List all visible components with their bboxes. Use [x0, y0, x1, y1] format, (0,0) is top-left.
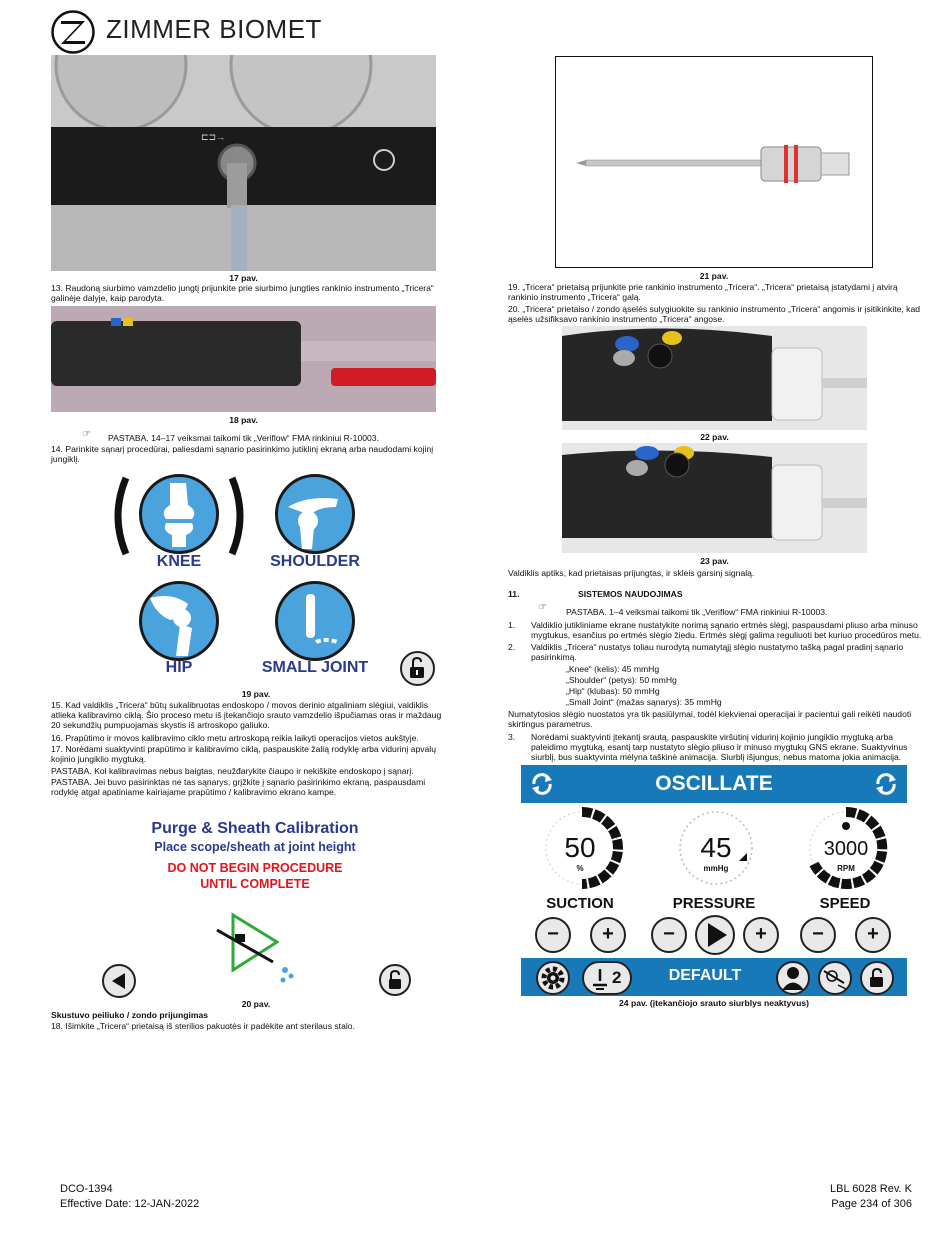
zimmer-z-icon [51, 10, 95, 54]
shoulder-bone-icon [278, 477, 352, 551]
joint-label-knee: KNEE [156, 553, 202, 570]
mode-label: OSCILLATE [655, 772, 773, 795]
shoulder-button[interactable] [275, 474, 355, 554]
unlock-icon [402, 653, 433, 684]
step-19: 19. „Tricera“ prietaisą prijunkite prie rankinio instrumento „Tricera“. „Tricera“ prietaisą įstatydami į atvirą rankinio instrumento „Tricera“ galą. [508, 282, 898, 303]
figure-23-caption: 23 pav. [700, 556, 729, 566]
preset-shoulder: „Shoulder“ (petys): 50 mmHg [566, 675, 677, 685]
step-17: 17. Norėdami suaktyvinti prapūtimo ir kalibravimo ciklą, paspauskite žalią rodyklę arba vidurinį apvalų kojinio jungiklio mygtuką. [51, 744, 436, 765]
preset-note: Numatytosios slėgio nuostatos yra tik pasiūlymai, todėl kiekvienai operacijai ir pacientui gali reikėti naudoti skirtingus parametrus. [508, 709, 912, 730]
figure-18-caption: 18 pav. [229, 415, 258, 425]
speed-value: 3000 [823, 838, 869, 860]
pressure-minus-button[interactable]: − [651, 917, 687, 953]
pump-start-button[interactable] [695, 915, 735, 955]
settings-button[interactable] [536, 961, 570, 995]
svg-text:⊏⊐→: ⊏⊐→ [201, 132, 226, 142]
default-label[interactable]: DEFAULT [668, 967, 742, 984]
pressure-plus-button[interactable]: + [743, 917, 779, 953]
unlock-icon [381, 966, 409, 994]
figure-22-photo [562, 326, 867, 430]
play-icon [697, 917, 733, 953]
step-1: Valdiklio jutikliniame ekrane nustatykite norimą sąnario ertmės slėgį, paspausdami pliuso arba minuso mygtukus, esančius po ertmės slėgio žiedu. Ertmės slėgį galima reguliuoti bet kuriuo procedūros metu. [531, 620, 922, 641]
purge-unlock-button[interactable] [379, 964, 411, 996]
figure-18-photo [51, 306, 436, 412]
pressure-indicator-icon [738, 852, 748, 862]
unlock-icon [862, 963, 892, 993]
purge-back-button[interactable] [102, 964, 136, 998]
step-16: 16. Prapūtimo ir movos kalibravimo ciklo metu artroskopą reikia laikyti operacijos vietos aukštyje. [51, 733, 419, 743]
footer-label: LBL 6028 Rev. K [830, 1183, 912, 1195]
purge-subtitle: Place scope/sheath at joint height [154, 840, 356, 854]
gear-icon [538, 963, 568, 993]
device-detect-text: Valdiklis aptiks, kad prietaisas prijungtas, ir skleis garsinį signalą. [508, 568, 755, 578]
figure-21-caption: 21 pav. [699, 271, 729, 281]
knee-bone-icon [142, 477, 216, 551]
purge-warning-line2: UNTIL COMPLETE [200, 877, 310, 891]
step-20: 20. „Tricera“ prietaiso / zondo ąselės sulygiuokite su rankinio instrumento „Tricera“ angomis ir įsitikinkite, kad ąselės užsifiksavo rankinio instrumento „Tricera“ angose. [508, 304, 921, 325]
pressure-value: 45 [700, 832, 732, 863]
probe-device-icon [556, 57, 872, 267]
ui-unlock-button[interactable] [860, 961, 894, 995]
joint-label-hip: HIP [165, 659, 193, 676]
small-joint-button[interactable] [275, 581, 355, 661]
figure-19-joint-selection [100, 468, 440, 690]
brand-name: ZIMMER BIOMET [106, 14, 322, 44]
note-calibration: PASTABA. Kol kalibravimas nebus baigtas, neužđarykite čiaupo ir nekiškite endoskopo į sąnarį. [51, 766, 414, 776]
speed-minus-button[interactable]: − [800, 917, 836, 953]
footer-doc-id: DCO-1394 [60, 1183, 113, 1195]
step-13: 13. Raudoną siurbimo vamzdelio jungtį prijunkite prie siurbimo jungties rankinio instrumento „Tricera“ galinėje dalyje, kaip parodyta. [51, 283, 434, 304]
purge-title: Purge & Sheath Calibration [151, 820, 359, 837]
step-2: Valdiklis „Tricera“ nustatys toliau nurodytą numatytąjį slėgio nustatymo tašką pagal pradinį sąnario pasirinkimą. [531, 642, 904, 663]
speed-plus-button[interactable]: + [855, 917, 891, 953]
step-3-number: 3. [508, 732, 516, 742]
pressure-unit: mmHg [703, 864, 729, 873]
note-hand-icon: ☞ [82, 429, 91, 440]
section-title: SISTEMOS NAUDOJIMAS [578, 589, 683, 599]
step-14: 14. Parinkite sąnarį procedūrai, paliesdami sąnario pasirinkimo jutiklinį ekraną arba naudodami kojinį jungiklį. [51, 444, 434, 465]
speed-label: SPEED [819, 895, 871, 912]
section-heading-blade: Skustuvo peiliuko / zondo prijungimas [51, 1010, 209, 1020]
footer-page: Page 234 of 306 [831, 1198, 912, 1210]
pressure-label: PRESSURE [672, 895, 756, 912]
step-3: Norėdami suaktyvinti įtekantį srautą, paspauskite viršutinį vidurinį kojinio jungiklio mygtuką arba paleidimo mygtuką, esantį tarp nustatyto slėgio pliuso ir minuso mygtukų GNS ekrane. Suaktyvinus siurblį, bus suaktyvinta mėlyna taškinė animacija. Siurblį išjungus, nebus matoma jokia animacija. [531, 732, 908, 763]
suction-label: SUCTION [546, 895, 614, 912]
preset-knee: „Knee“ (kelis): 45 mmHg [566, 664, 660, 674]
oscillate-bar[interactable] [521, 765, 907, 803]
section-number: 11. [508, 589, 520, 599]
knee-button[interactable] [139, 474, 219, 554]
figure-17-caption: 17 pav. [229, 273, 258, 283]
footswitch-profile-button[interactable] [582, 961, 632, 995]
joint-label-shoulder: SHOULDER [270, 553, 360, 570]
step-2-number: 2. [508, 642, 516, 652]
note-steps-14-17: PASTABA. 14–17 veiksmai taikomi tik „Veriflow“ FMA rinkiniui R-10003. [108, 433, 379, 443]
step-15: 15. Kad valdiklis „Tricera“ būtų sukalibruotas endoskopo / movos derinio atgaliniam slėgiui, valdiklis atlieka kalibravimo ciklą. Šio proceso metu iš įtekančiojo srauto vamzdelio išpučiamas oras ir maždaug 20 sekundžių pumpuojamas skystis iš artroskopo galiuko. [51, 700, 442, 731]
footswitch-icon [590, 967, 610, 991]
suction-unit: % [576, 864, 584, 873]
user-icon [778, 963, 808, 993]
step-18: 18. Išimkite „Tricera“ prietaisą iš sterilios pakuotės ir padėkite ant sterilaus stalo. [51, 1021, 355, 1031]
joint-label-small-joint: SMALL JOINT [261, 659, 369, 676]
hip-bone-icon [142, 584, 216, 658]
profile-number: 2 [612, 968, 622, 987]
hip-button[interactable] [139, 581, 219, 661]
unlock-button[interactable] [400, 651, 435, 686]
back-arrow-icon [104, 966, 134, 996]
purge-start-arrow-icon[interactable] [213, 910, 298, 985]
suction-plus-button[interactable]: + [590, 917, 626, 953]
handpiece-button[interactable] [818, 961, 852, 995]
user-button[interactable] [776, 961, 810, 995]
figure-24-caption: 24 pav. (įtekančiojo srauto siurblys neaktyvus) [619, 998, 809, 1008]
step-1-number: 1. [508, 620, 516, 630]
figure-20-caption: 20 pav. [241, 999, 271, 1009]
figure-19-caption: 19 pav. [241, 689, 271, 699]
note-hand-icon: ☞ [538, 602, 547, 613]
footer-effective-date: Effective Date: 12-JAN-2022 [60, 1198, 200, 1210]
speed-unit: RPM [837, 864, 855, 873]
figure-21-frame [555, 56, 873, 268]
zimmer-logo [51, 10, 95, 54]
rotate-right-icon[interactable] [873, 772, 899, 796]
figure-22-caption: 22 pav. [700, 432, 729, 442]
suction-minus-button[interactable]: − [535, 917, 571, 953]
preset-small-joint: „Small Joint“ (mažas sąnarys): 35 mmHg [566, 697, 722, 707]
note-steps-1-4: PASTABA. 1–4 veiksmai taikomi tik „Veriflow“ FMA rinkiniui R-10003. [566, 607, 828, 617]
figure-17-photo [51, 55, 436, 271]
preset-hip: „Hip“ (klubas): 50 mmHg [566, 686, 660, 696]
handpiece-icon [820, 963, 850, 993]
suction-value: 50 [564, 832, 596, 863]
purge-warning-line1: DO NOT BEGIN PROCEDURE [167, 861, 343, 875]
figure-23-photo [562, 443, 867, 553]
small-joint-bone-icon [278, 584, 352, 658]
note-wrong-joint: PASTABA. Jei buvo pasirinktas ne tas sąnarys, grįžkite į sąnario pasirinkimo ekraną, paspausdami rodyklę atgal apatiniame kairiajame prapūtimo / kalibravimo ekrano kampe. [51, 777, 426, 798]
